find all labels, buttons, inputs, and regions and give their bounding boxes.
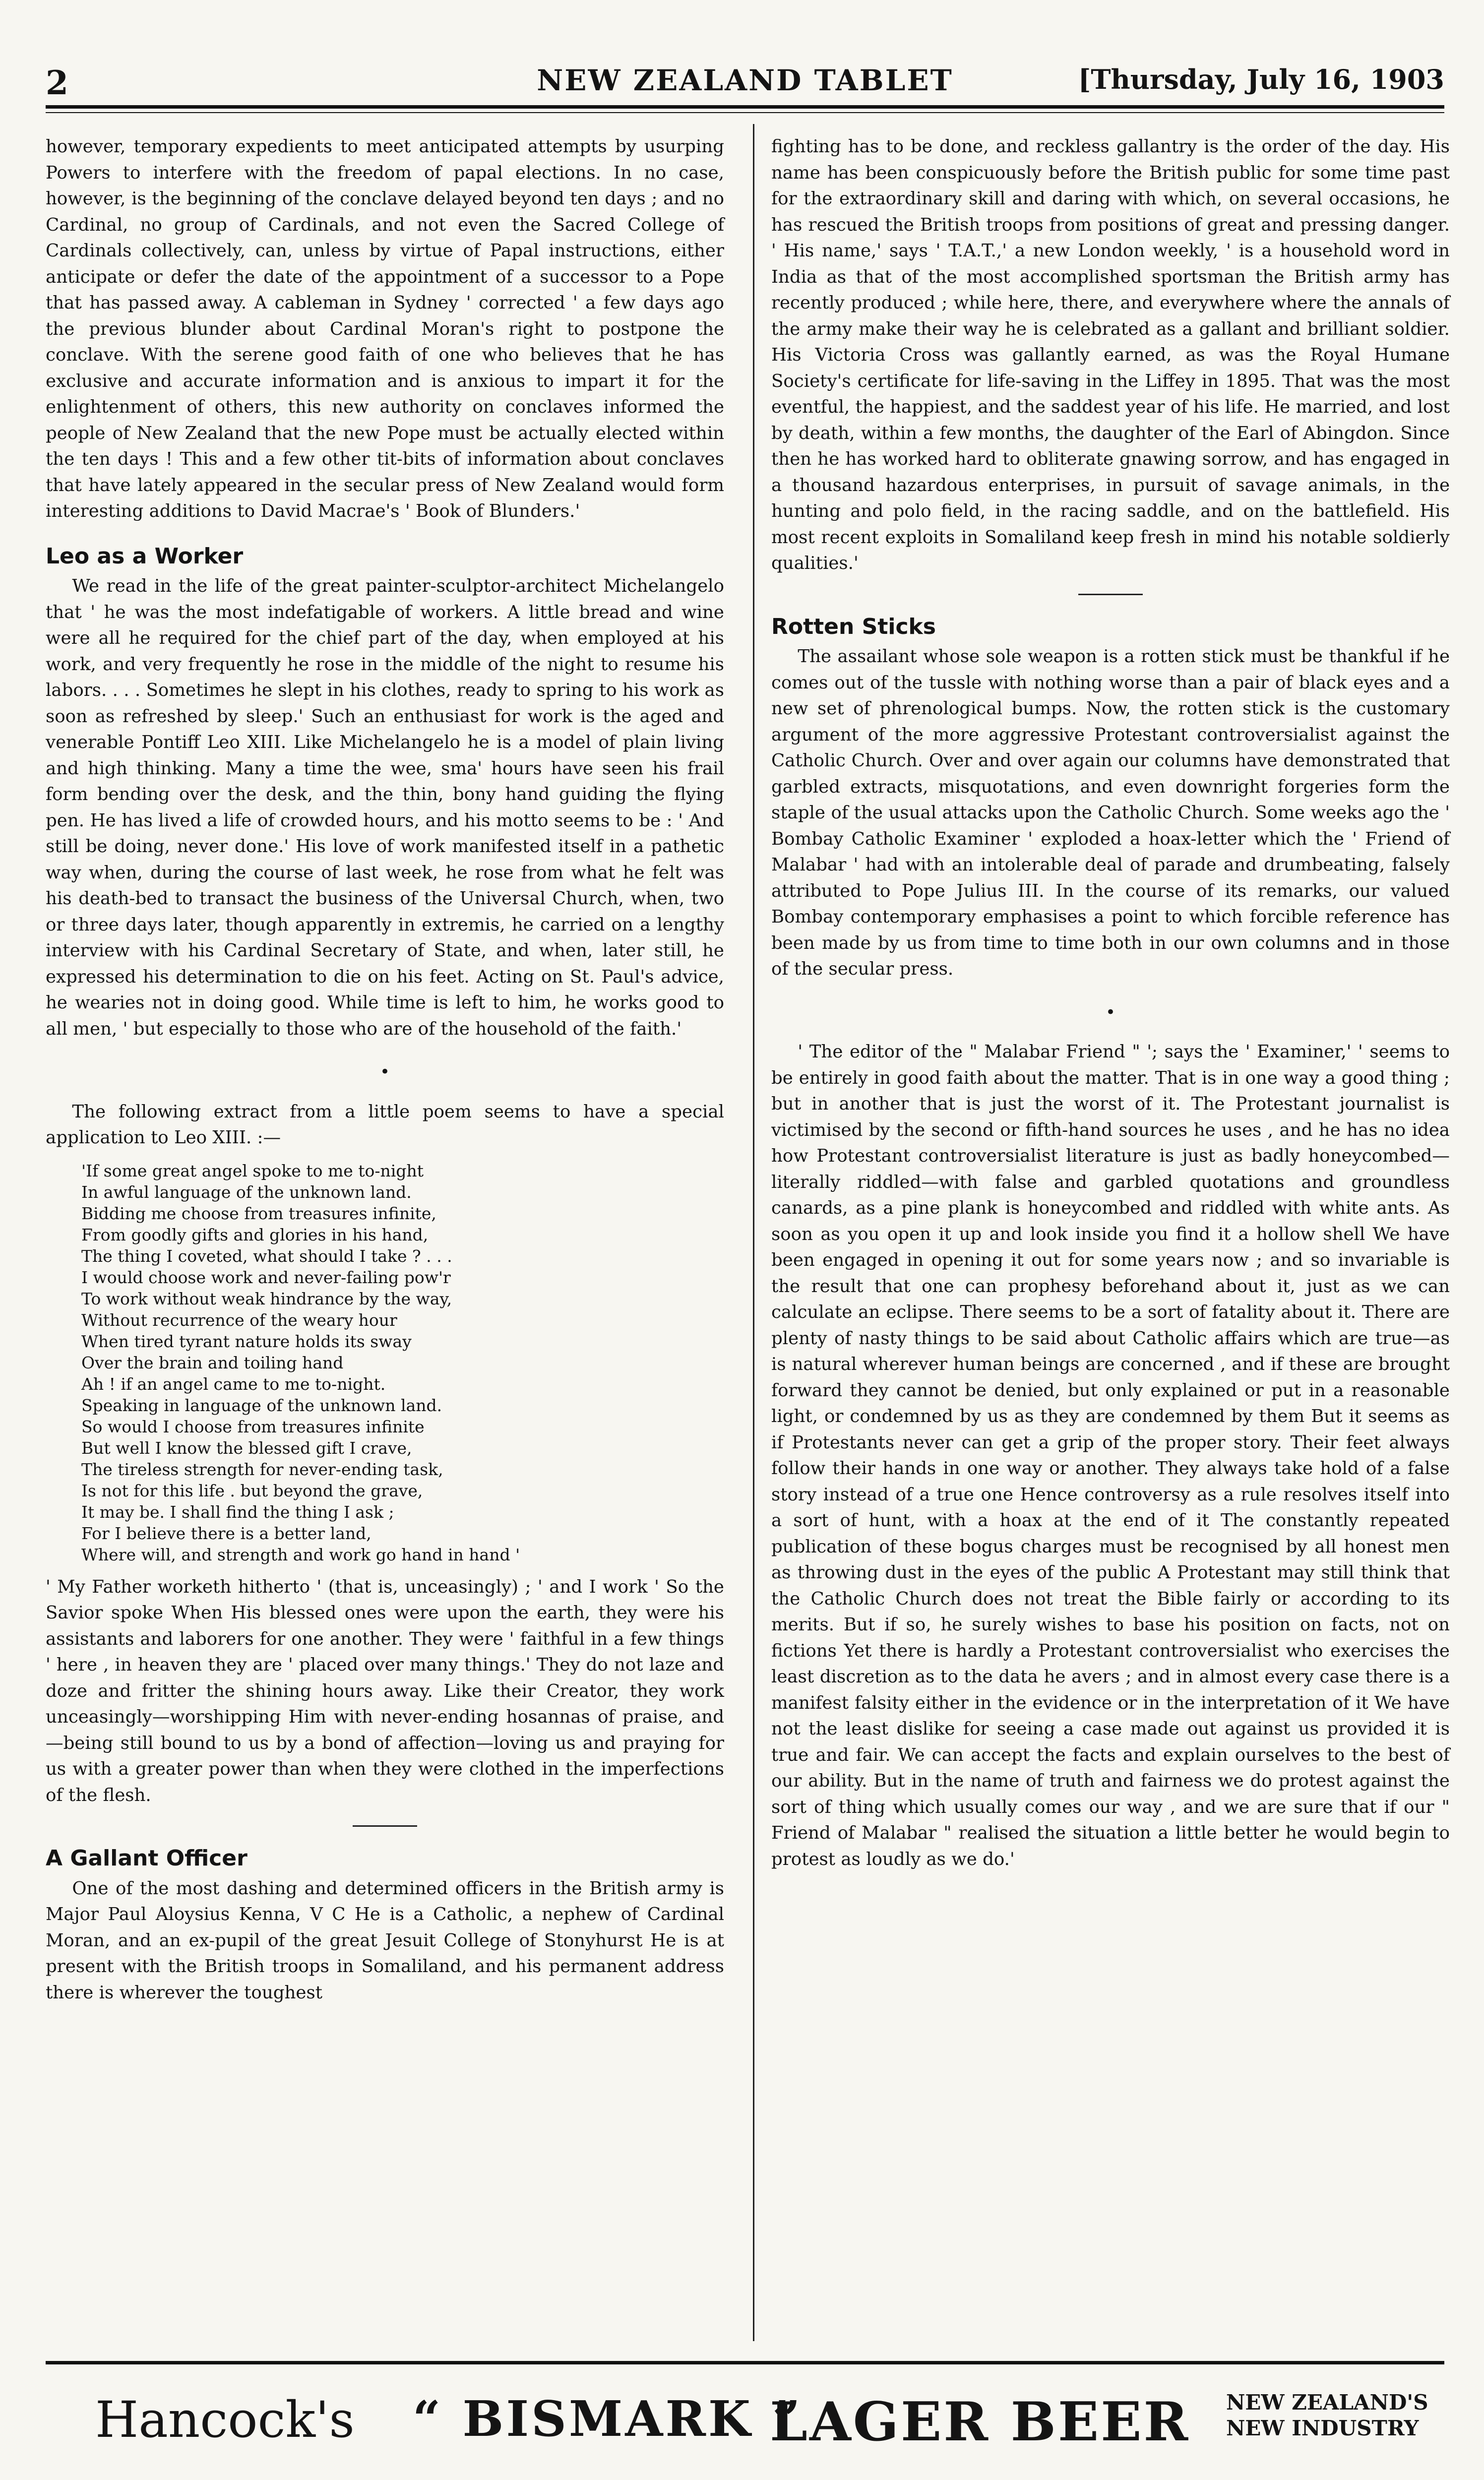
intro-paragraph: however, temporary expedients to meet anticipated attempts by usurping Powers to interfere with the freedom of papal elections. In no case, however, is the beginning of the conclave delayed beyond ten days ; and no Cardinal, no group of Cardinals, and not even the Sacred College of Cardinals collectively, can, unless by virtue of Papal instructions, either anticipate or defer the date of the appointment of a successor to a Pope that has passed away. A cableman in Sydney ' corrected ' a few days ago the previous blunder about Cardinal Moran's right to postpone the conclave. With the serene good faith of one who believes that he has exclusive and accurate information and is anxious to impart it for the enlightenment of others, this new authority on conclaves informed the people of New Zealand that the new Pope must be actually elected within the ten days ! This and a few other tit-bits of information about conclaves that have lately appeared in the secular press of New Zealand would form interesting additions to David Macrae's ' Book of Blunders.' — [46, 136, 724, 521]
poem-line: When tired tyrant nature holds its sway — [81, 1331, 412, 1351]
poem-block — [81, 1160, 724, 1565]
masthead-title: NEW ZEALAND TABLET — [537, 63, 953, 97]
poem-line: From goodly gifts and glories in his hand, — [81, 1225, 429, 1244]
continuation-paragraph: fighting has to be done, and reckless gallantry is the order of the day. His name has been conspicuously before the British public for some time past for the extraordinary skill and daring with which, on several occasions, he has rescued the British troops from positions of great and pressing danger. ' His name,' says ' T.A.T.,' a new London weekly, ' is a household word in India as that of the most accomplished sportsman the British army has recently produced ; while here, there, and everywhere where the annals of the army make their way he is celebrated as a gallant and brilliant soldier. His Victoria Cross was gallantly earned, as was the Royal Humane Society's certificate for life-saving in the Liffey in 1895. That was the most eventful, the happiest, and the saddest year of his life. He married, and lost by death, within a few months, the daughter of the Earl of Abingdon. Since then he has worked hard to obliterate gnawing sorrow, and has engaged in a thousand hazardous enterprises, in pursuit of savage animals, in the hunting and polo field, in the racing saddle, and on the battlefield. His most recent exploits in Somaliland keep fresh in mind his notable soldierly qualities.' — [771, 136, 1450, 573]
poem-line: Over the brain and toiling hand — [81, 1353, 344, 1372]
section-heading-rotten-sticks: Rotten Sticks — [771, 614, 936, 639]
header-rule-thin — [46, 112, 1444, 113]
advertisement-rule — [46, 2361, 1444, 2364]
section-heading-leo: Leo as a Worker — [46, 543, 244, 569]
poem-line: 'If some great angel spoke to me to-night — [81, 1161, 424, 1180]
right-column — [771, 134, 1450, 1872]
poem-line: Where will, and strength and work go hand in hand ' — [81, 1545, 520, 1564]
poem-line: It may be. I shall find the thing I ask ; — [81, 1502, 394, 1522]
left-column — [46, 134, 724, 2006]
poem-line: Bidding me choose from treasures infinite, — [81, 1203, 436, 1223]
poem-line: In awful language of the unknown land. — [81, 1182, 412, 1202]
poem-line: Ah ! if an angel came to me to-night. — [81, 1374, 386, 1394]
page-header — [46, 63, 1444, 111]
advertisement-banner — [46, 2376, 1444, 2460]
poem-line: Is not for this life . but beyond the grave, — [81, 1481, 423, 1500]
section-heading-gallant-officer: A Gallant Officer — [46, 1846, 247, 1871]
ad-brand: Hancock's — [95, 2391, 355, 2449]
ad-product-name: “ BISMARK ” — [413, 2391, 803, 2448]
poem-line: Speaking in language of the unknown land. — [81, 1395, 442, 1415]
poem-line: So would I choose from treasures infinite — [81, 1417, 425, 1436]
poem-line: I would choose work and never-failing pow'r — [81, 1267, 451, 1287]
ad-tagline — [1226, 2390, 1428, 2441]
header-rule — [46, 105, 1444, 109]
ad-product-type: LAGER BEER — [770, 2391, 1190, 2453]
ad-tagline-line: NEW INDUSTRY — [1226, 2416, 1419, 2440]
poem-line: But well I know the blessed gift I crave, — [81, 1438, 412, 1458]
poem-line: For I believe there is a better land, — [81, 1523, 371, 1543]
gallant-officer-paragraph: One of the most dashing and determined officers in the British army is Major Paul Aloysius Kenna, V C He is a Catholic, a nephew of Cardinal Moran, and an ex-pupil of the great Jesuit College of Stonyhurst He is at present with the British troops in Somaliland, and his permanent address there is wherever the toughest — [46, 1878, 724, 2003]
after-poem-paragraph: ' My Father worketh hitherto ' (that is, unceasingly) ; ' and I work ' So the Savior spoke When His blessed ones were upon the earth, they were his assistants and laborers for one another. They were ' faithful in a few things ' here , in heaven they are ' placed over many things.' They do not laze and doze and fritter the shining hours away. Like their Creator, they work unceasingly—worshipping Him with never-ending hosannas of praise, and—being still bound to us by a bond of affection—loving us and praying for us with a greater power than when they were clothed in the imperfections of the flesh. — [46, 1576, 724, 1805]
section-divider-bullet: • — [379, 1062, 390, 1082]
poem-line: To work without weak hindrance by the way, — [81, 1289, 452, 1308]
section-rule — [353, 1825, 417, 1827]
ad-tagline-line: NEW ZEALAND'S — [1226, 2390, 1428, 2415]
poem-line: The thing I coveted, what should I take ? . . . — [81, 1246, 452, 1266]
rotten-sticks-paragraph: The assailant whose sole weapon is a rotten stick must be thankful if he comes out of the tussle with nothing worse than a pair of black eyes and a new set of phrenological bumps. Now, the rotten stick is the customary argument of the more aggressive Protestant controversialist against the Catholic Church. Over and over again our columns have demonstrated that garbled extracts, misquotations, and even downright forgeries form the staple of the usual attacks upon the Catholic Church. Some weeks ago the ' Bombay Catholic Examiner ' exploded a hoax-letter which the ' Friend of Malabar ' had with an intolerable deal of parade and drumbeating, falsely attributed to Pope Julius III. In the course of its remarks, our valued Bombay contemporary emphasises a point to which forcible reference has been made by us from time to time both in our own columns and in those of the secular press. — [771, 646, 1450, 979]
poem-intro: The following extract from a little poem seems to have a special application to Leo XIII. :— — [46, 1101, 724, 1148]
poem-line: Without recurrence of the weary hour — [81, 1310, 397, 1330]
dateline: [Thursday, July 16, 1903 — [1078, 63, 1444, 95]
leo-paragraph: We read in the life of the great painter-sculptor-architect Michelangelo that ' he was the most indefatigable of workers. A little bread and wine were all he required for the chief part of the day, when employed at his work, and very frequently he rose in the middle of the night to resume his labors. . . . Sometimes he slept in his clothes, ready to spring to his work as soon as refreshed by sleep.' Such an enthusiast for work is the aged and venerable Pontiff Leo XIII. Like Michelangelo he is a model of plain living and high thinking. Many a time the wee, sma' hours have seen his frail form bending over the desk, and the thin, bony hand guiding the flying pen. He has lived a life of crowded hours, and his motto seems to be : ' And still be doing, never done.' His love of work manifested itself in a pathetic way when, during the course of last week, he rose from what he felt was his death-bed to transact the business of the Universal Church, when, two or three days later, though apparently in extremis, he carried on a lengthy interview with his Cardinal Secretary of State, and when, later still, he expressed his determination to die on his feet. Acting on St. Paul's advice, he wearies not in doing good. While time is left to him, he works good to all men, ' but especially to those who are of the household of the faith.' — [46, 576, 724, 1039]
section-rule — [1078, 594, 1143, 595]
poem-line: The tireless strength for never-ending task, — [81, 1459, 443, 1479]
column-divider — [753, 124, 754, 2341]
page-number: 2 — [46, 63, 68, 102]
section-divider-bullet: • — [1105, 1002, 1116, 1022]
examiner-quote-paragraph: ' The editor of the " Malabar Friend " '; says the ' Examiner,' ' seems to be entirely in good faith about the matter. That is in one way a good thing ; but in another that is just the worst of it. The Protestant journalist is victimised by the second or fifth-hand sources he uses , and he has no idea how Protestant controversialist literature is just as badly honeycombed—literally riddled—with false and garbled quotations and groundless canards, as a pine plank is honeycombed and riddled with white ants. As soon as you open it up and look inside you find it a hollow shell We have been engaged in opening it out for some years now ; and so invariable is the result that one can prophesy beforehand about it, just as we can calculate an eclipse. There seems to be a sort of fatality about it. There are plenty of nasty things to be said about Catholic affairs which are true—as is natural wherever human beings are concerned , and if these are brought forward they cannot be denied, but only explained or put in a reasonable light, or condemned by us as they are condemned by them But it seems as if Protestants never can get a grip of the proper story. Their feet always follow their hands in one way or another. They always take hold of a false story instead of a true one Hence controversy as a rule resolves itself into a sort of hunt, with a hoax at the end of it The constantly repeated publication of these bogus charges must be recognised by all honest men as throwing dust in the eyes of the public A Protestant may still think that the Catholic Church does not treat the Bible fairly or according to its merits. But if so, he surely wishes to base his position on facts, not on fictions Yet there is hardly a Protestant controversialist who exercises the least discretion as to the data he avers ; and in almost every case there is a manifest falsity either in the evidence or in the interpretation of it We have not the least dislike for seeing a case made out against us provided it is true and fair. We can accept the facts and explain ourselves to the best of our ability. But in the name of truth and fairness we do protest against the sort of thing which usually comes our way , and we are sure that if our " Friend of Malabar " realised the situation a little better he would begin to protest as loudly as we do.' — [771, 1042, 1450, 1869]
